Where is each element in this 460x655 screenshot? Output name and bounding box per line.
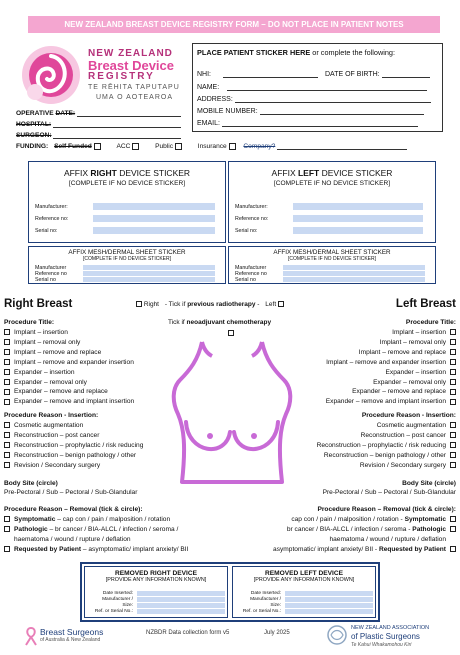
right-device-sticker xyxy=(28,161,226,243)
right-insertion-reason-checkbox[interactable] xyxy=(4,422,10,428)
left-reference-label: Reference no: xyxy=(235,216,269,222)
right-procedure-checkbox[interactable] xyxy=(4,329,10,335)
right-removal-reason-checkbox[interactable] xyxy=(4,546,10,552)
left-procedure-item xyxy=(286,387,456,397)
dob-field[interactable]: DATE OF BIRTH: xyxy=(325,70,430,78)
left-insertion-reason-item xyxy=(276,461,456,471)
left-procedure-item xyxy=(286,358,456,368)
removed-left-size-input[interactable] xyxy=(285,603,373,608)
right-removal-reason-bold: Pathologic xyxy=(14,525,48,533)
left-procedure-checkbox[interactable] xyxy=(450,359,456,365)
removed-right-date-input[interactable] xyxy=(137,591,225,596)
left-mesh-serial-label: Serial no xyxy=(235,277,256,283)
right-procedure-item xyxy=(4,368,174,378)
right-mesh-manufacturer-label: Manufacturer xyxy=(35,265,67,271)
left-mesh-sub: [COMPLETE IF NO DEVICE STICKER] xyxy=(287,256,377,262)
right-procedure-item xyxy=(4,397,174,407)
right-procedure-title: Procedure Title: xyxy=(4,319,55,326)
right-procedure-label: Implant – insertion xyxy=(14,329,68,336)
right-removal-reason-item xyxy=(4,535,214,545)
name-field[interactable]: NAME: xyxy=(197,83,427,91)
right-reference-label: Reference no: xyxy=(35,216,69,222)
left-removal-reason-text: haematoma / wound / rupture / deflation xyxy=(329,535,446,543)
right-procedure-checkbox[interactable] xyxy=(4,339,10,345)
right-removal-reason-bold: Requested by Patient xyxy=(14,545,82,553)
removed-left-date-input[interactable] xyxy=(285,591,373,596)
right-reason-removal-list xyxy=(4,515,214,555)
removed-right-size-label: Size: xyxy=(122,603,133,608)
left-mesh-sticker xyxy=(228,246,436,284)
nzaps-emblem-icon xyxy=(326,624,348,646)
left-insertion-reason-checkbox[interactable] xyxy=(450,432,456,438)
left-procedure-checkbox[interactable] xyxy=(450,339,456,345)
left-removal-reason-checkbox[interactable] xyxy=(450,516,456,522)
surgeon-field[interactable]: SURGEON: xyxy=(16,131,181,139)
right-serial-label: Serial no: xyxy=(35,228,58,234)
right-mesh-serial-input[interactable] xyxy=(83,277,215,282)
radiotherapy-row: Right - Tick if previous radiotherapy - Left xyxy=(136,301,336,308)
right-procedure-checkbox[interactable] xyxy=(4,359,10,365)
left-procedure-checkbox[interactable] xyxy=(450,389,456,395)
right-procedure-label: Implant – remove and expander insertion xyxy=(14,358,134,366)
right-procedure-label: Expander – insertion xyxy=(14,368,75,376)
left-procedure-label: Expander – remove and replace xyxy=(352,388,446,396)
left-removal-reason-item xyxy=(236,515,456,525)
right-mesh-sticker xyxy=(28,246,226,284)
left-insertion-reason-item xyxy=(276,421,456,431)
address-field[interactable]: ADDRESS: xyxy=(197,95,431,103)
radiotherapy-left-checkbox[interactable] xyxy=(278,301,284,307)
left-mesh-reference-input[interactable] xyxy=(283,271,425,276)
self-funded-checkbox[interactable] xyxy=(94,143,101,150)
removed-left-title: REMOVED LEFT DEVICE xyxy=(264,570,344,577)
left-mesh-manufacturer-input[interactable] xyxy=(283,265,425,270)
insurance-checkbox[interactable] xyxy=(229,143,236,150)
registry-logo xyxy=(20,44,82,106)
left-removal-reason-text: br cancer / BIA-ALCL / infection / seroma - xyxy=(286,525,413,533)
logo-line-5: UMA O AOTEAROA xyxy=(96,94,174,101)
left-mesh-serial-input[interactable] xyxy=(283,277,425,282)
left-device-sticker xyxy=(228,161,436,243)
right-mesh-serial-label: Serial no xyxy=(35,277,56,283)
right-insertion-reason-label: Cosmetic augmentation xyxy=(14,422,84,429)
left-procedure-label: Implant – insertion xyxy=(392,329,446,336)
removed-right-ref-input[interactable] xyxy=(137,609,225,614)
left-serial-label: Serial no: xyxy=(235,228,258,234)
right-procedure-checkbox[interactable] xyxy=(4,369,10,375)
logo-line-3: REGISTRY xyxy=(88,71,155,82)
left-insertion-reason-checkbox[interactable] xyxy=(450,452,456,458)
left-procedure-item xyxy=(286,397,456,407)
right-procedure-checkbox[interactable] xyxy=(4,379,10,385)
ps-line-1: NEW ZEALAND ASSOCIATION xyxy=(351,625,430,631)
patient-details-box xyxy=(192,43,443,132)
left-manufacturer-input[interactable] xyxy=(293,203,423,210)
public-checkbox[interactable] xyxy=(175,143,182,150)
right-breast-heading: Right Breast xyxy=(4,298,73,310)
left-insertion-reason-item xyxy=(276,441,456,451)
removed-right-title: REMOVED RIGHT DEVICE xyxy=(114,570,198,577)
logo-line-1: NEW ZEALAND xyxy=(88,48,173,59)
removed-left-date-label: Date Inserted: xyxy=(250,591,281,596)
left-insertion-reason-label: Cosmetic augmentation xyxy=(376,422,446,429)
right-reason-insertion-list xyxy=(4,421,184,471)
left-procedure-item xyxy=(286,368,456,378)
left-sticker-title: AFFIX LEFT DEVICE STICKER xyxy=(271,168,393,178)
right-reason-insertion-title: Procedure Reason - Insertion: xyxy=(4,412,99,419)
right-removal-reason-item xyxy=(4,515,214,525)
nhi-field[interactable]: NHI: xyxy=(197,70,318,78)
right-removal-reason-bold: Symptomatic xyxy=(14,516,56,523)
left-procedure-checkbox[interactable] xyxy=(450,349,456,355)
pink-ribbon-icon xyxy=(24,626,38,646)
right-manufacturer-input[interactable] xyxy=(93,203,215,210)
right-procedure-item xyxy=(4,387,174,397)
removed-right-manufacturer-input[interactable] xyxy=(137,597,225,602)
right-procedure-label: Implant – removal only xyxy=(14,338,81,346)
removed-right-sub: [PROVIDE ANY INFORMATION KNOWN] xyxy=(105,577,207,583)
footer-form-version: NZBDR Data collection form v5 xyxy=(146,630,230,636)
removed-left-device xyxy=(232,566,376,618)
left-procedure-item xyxy=(286,348,456,358)
left-procedure-checkbox[interactable] xyxy=(450,329,456,335)
left-insertion-reason-label: Reconstruction – benign pathology / other xyxy=(323,451,446,459)
left-insertion-reason-item xyxy=(276,431,456,441)
right-mesh-manufacturer-input[interactable] xyxy=(83,265,215,270)
left-reason-removal-title: Procedure Reason – Removal (tick & circle): xyxy=(317,506,456,513)
left-procedure-title: Procedure Title: xyxy=(405,319,456,326)
left-procedure-item xyxy=(286,338,456,348)
removed-right-manufacturer-label: Manufacturer / xyxy=(102,597,133,602)
left-body-site-options[interactable]: Pre-Pectoral / Sub – Pectoral / Sub-Glandular xyxy=(322,489,456,496)
right-serial-input[interactable] xyxy=(93,227,215,234)
removed-left-manufacturer-label: Manufacturer / xyxy=(250,597,281,602)
operative-date-field[interactable]: OPERATIVE DATE: xyxy=(16,109,181,117)
left-procedure-label: Expander – remove and implant insertion xyxy=(325,398,446,406)
right-insertion-reason-checkbox[interactable] xyxy=(4,462,10,468)
right-procedure-item xyxy=(4,328,174,338)
right-procedure-list xyxy=(4,328,174,407)
neoadjuvant-label: Tick if neoadjuvant chemotherapy xyxy=(168,319,272,326)
left-insertion-reason-checkbox[interactable] xyxy=(450,422,456,428)
right-removal-reason-text: haematoma / wound / rupture / deflation xyxy=(14,535,131,543)
right-removal-reason-checkbox[interactable] xyxy=(4,526,10,532)
left-reason-insertion-list xyxy=(276,421,456,471)
right-insertion-reason-item xyxy=(4,461,184,471)
right-insertion-reason-checkbox[interactable] xyxy=(4,452,10,458)
right-insertion-reason-item xyxy=(4,421,184,431)
acc-checkbox[interactable] xyxy=(132,143,139,150)
email-field[interactable]: EMAIL: xyxy=(197,119,418,127)
right-insertion-reason-label: Reconstruction – post cancer xyxy=(14,431,100,439)
right-removal-reason-item xyxy=(4,525,214,535)
right-sticker-title: AFFIX RIGHT DEVICE STICKER xyxy=(63,168,191,178)
removed-right-device xyxy=(84,566,228,618)
left-procedure-checkbox[interactable] xyxy=(450,369,456,375)
left-insertion-reason-label: Reconstruction – post cancer xyxy=(360,431,446,439)
left-procedure-list xyxy=(286,328,456,407)
removed-devices-box xyxy=(80,562,380,622)
bs-line-1: Breast Surgeons xyxy=(40,627,104,637)
removed-left-sub: [PROVIDE ANY INFORMATION KNOWN] xyxy=(253,577,355,583)
right-removal-reason-text: – br cancer / BIA-ALCL / infection / seroma / xyxy=(47,525,179,533)
left-removal-reason-bold: Requested by Patient xyxy=(378,545,446,553)
logo-line-2: Breast Device xyxy=(88,58,174,73)
right-insertion-reason-checkbox[interactable] xyxy=(4,432,10,438)
right-procedure-item xyxy=(4,338,174,348)
logo-line-4: TE RĒHITA TAPUTAPU xyxy=(88,84,180,91)
right-removal-reason-text: – asymptomatic/ implant anxiety/ BII xyxy=(81,545,189,553)
left-mesh-title: AFFIX MESH/DERMAL SHEET STICKER xyxy=(273,249,391,256)
left-removal-reason-item xyxy=(236,545,456,555)
left-removal-reason-item xyxy=(236,525,456,535)
left-insertion-reason-item xyxy=(276,451,456,461)
removed-left-ref-input[interactable] xyxy=(285,609,373,614)
ps-line-2: of Plastic Surgeons xyxy=(351,632,420,641)
right-reason-removal-title: Procedure Reason – Removal (tick & circle): xyxy=(4,506,143,513)
left-procedure-label: Implant – remove and replace xyxy=(358,348,446,356)
removed-right-size-input[interactable] xyxy=(137,603,225,608)
left-procedure-item xyxy=(286,378,456,388)
left-insertion-reason-checkbox[interactable] xyxy=(450,442,456,448)
left-removal-reason-bold: Symptomatic xyxy=(404,516,446,523)
registry-logo-icon xyxy=(20,44,82,106)
removed-left-size-label: Size: xyxy=(270,603,281,608)
left-body-site-title: Body Site (circle) xyxy=(402,480,456,487)
right-procedure-item xyxy=(4,358,174,368)
radiotherapy-right-checkbox[interactable] xyxy=(136,301,142,307)
right-insertion-reason-label: Revision / Secondary surgery xyxy=(14,461,101,469)
right-procedure-checkbox[interactable] xyxy=(4,399,10,405)
left-procedure-label: Expander – removal only xyxy=(373,378,446,386)
removed-left-ref-label: Ref. or Serial No.: xyxy=(242,609,281,614)
right-procedure-label: Implant – remove and replace xyxy=(14,348,102,356)
right-removal-reason-checkbox[interactable] xyxy=(4,516,10,522)
left-sticker-sub: [COMPLETE IF NO DEVICE STICKER] xyxy=(273,180,391,187)
left-removal-reason-text: cap con / pain / malposition / rotation - xyxy=(291,516,405,523)
right-mesh-reference-label: Reference no xyxy=(35,271,67,277)
left-removal-reason-checkbox[interactable] xyxy=(450,546,456,552)
right-reference-input[interactable] xyxy=(93,215,215,222)
right-procedure-item xyxy=(4,348,174,358)
right-insertion-reason-item xyxy=(4,431,184,441)
right-procedure-item xyxy=(4,378,174,388)
right-procedure-checkbox[interactable] xyxy=(4,389,10,395)
right-body-site-options[interactable]: Pre-Pectoral / Sub – Pectoral / Sub-Glandular xyxy=(4,489,138,496)
left-procedure-checkbox[interactable] xyxy=(450,399,456,405)
bs-line-2: of Australia & New Zealand xyxy=(40,637,101,643)
removed-left-manufacturer-input[interactable] xyxy=(285,597,373,602)
left-procedure-label: Expander – insertion xyxy=(385,368,446,376)
right-removal-reason-item xyxy=(4,545,214,555)
removed-right-ref-label: Ref. or Serial No.: xyxy=(94,609,133,614)
left-procedure-item xyxy=(286,328,456,338)
left-reason-removal-list xyxy=(236,515,456,555)
right-manufacturer-label: Manufacturer: xyxy=(35,204,68,210)
right-mesh-sub: [COMPLETE IF NO DEVICE STICKER] xyxy=(82,256,172,262)
left-reference-input[interactable] xyxy=(293,215,423,222)
right-insertion-reason-item xyxy=(4,451,184,461)
left-mesh-reference-label: Reference no xyxy=(235,271,267,277)
funding-row: FUNDING: Self Funded ACC Public Insurance Company? xyxy=(16,142,436,150)
left-removal-reason-item xyxy=(236,535,456,545)
left-serial-input[interactable] xyxy=(293,227,423,234)
left-breast-heading: Left Breast xyxy=(395,298,456,310)
mobile-field[interactable]: MOBILE NUMBER: xyxy=(197,107,424,115)
left-procedure-checkbox[interactable] xyxy=(450,379,456,385)
right-mesh-title: AFFIX MESH/DERMAL SHEET STICKER xyxy=(68,249,186,256)
right-body-site-title: Body Site (circle) xyxy=(4,480,58,487)
left-reason-insertion-title: Procedure Reason - Insertion: xyxy=(361,412,456,419)
left-removal-reason-checkbox[interactable] xyxy=(450,526,456,532)
left-insertion-reason-label: Reconstruction – prophylactic / risk reducing xyxy=(316,441,446,449)
left-mesh-manufacturer-label: Manufacturer xyxy=(235,265,267,271)
left-removal-reason-bold: Pathologic xyxy=(412,525,446,533)
left-insertion-reason-checkbox[interactable] xyxy=(450,462,456,468)
footer-date: July 2025 xyxy=(264,630,290,636)
ps-line-3: Te Kahui Whakamohou Kiri xyxy=(351,642,412,648)
right-sticker-sub: [COMPLETE IF NO DEVICE STICKER] xyxy=(68,180,186,187)
form-banner: NEW ZEALAND BREAST DEVICE REGISTRY FORM – DO NOT PLACE IN PATIENT NOTES xyxy=(28,16,440,33)
right-procedure-label: Expander – remove and replace xyxy=(14,388,108,396)
right-procedure-checkbox[interactable] xyxy=(4,349,10,355)
hospital-field[interactable]: HOSPITAL: xyxy=(16,120,181,128)
right-procedure-label: Expander – removal only xyxy=(14,378,87,386)
patient-box-title: PLACE PATIENT STICKER HERE or complete the following: xyxy=(197,48,396,57)
right-insertion-reason-item xyxy=(4,441,184,451)
left-procedure-label: Implant – removal only xyxy=(379,338,446,346)
right-insertion-reason-label: Reconstruction – benign pathology / other xyxy=(14,451,137,459)
left-procedure-label: Implant – remove and expander insertion xyxy=(326,358,446,366)
removed-right-date-label: Date Inserted: xyxy=(102,591,133,596)
right-insertion-reason-label: Reconstruction – prophylactic / risk reducing xyxy=(14,441,144,449)
left-manufacturer-label: Manufacturer: xyxy=(235,204,268,210)
right-removal-reason-text: – cap con / pain / malposition / rotation xyxy=(55,516,171,523)
left-removal-reason-text: asymptomatic/ implant anxiety/ BII - xyxy=(273,545,379,553)
right-mesh-reference-input[interactable] xyxy=(83,271,215,276)
right-procedure-label: Expander – remove and implant insertion xyxy=(14,398,135,406)
right-insertion-reason-checkbox[interactable] xyxy=(4,442,10,448)
left-insertion-reason-label: Revision / Secondary surgery xyxy=(359,461,446,469)
